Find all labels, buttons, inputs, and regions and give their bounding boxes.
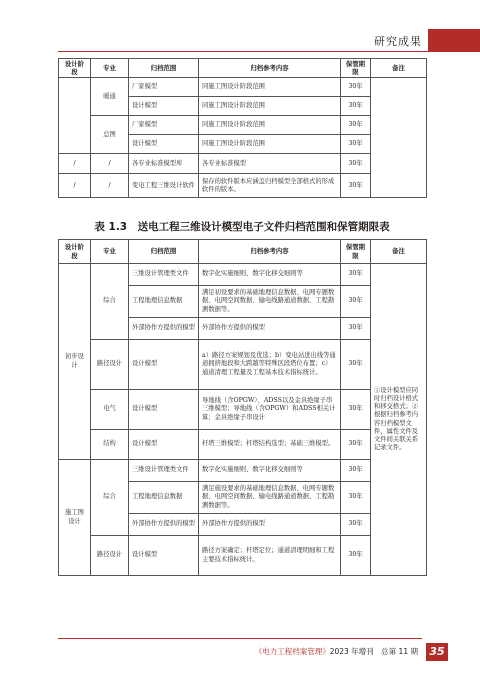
col-header: 保管期限: [341, 240, 371, 264]
scope-cell: 厂家模型: [129, 78, 199, 97]
issue-info: 2023 年增刊 总第 11 期: [329, 647, 418, 656]
header-rule: [58, 51, 480, 52]
period-cell: 30年: [341, 460, 371, 482]
specialty-cell: 总图: [91, 116, 129, 154]
period-cell: 30年: [341, 135, 371, 154]
period-cell: 30年: [341, 318, 371, 340]
period-cell: 30年: [341, 97, 371, 116]
period-cell: 30年: [341, 482, 371, 514]
scope-cell: 工程地理信息数据: [129, 482, 199, 514]
stage-cell: 施工图设计: [59, 460, 91, 576]
content-cell: 同施工图设计阶段范围: [199, 135, 341, 154]
scope-cell: 三维设计管理类文件: [129, 264, 199, 286]
content-cell: 数字化实施细则、数字化移交细则等: [199, 264, 341, 286]
period-cell: 30年: [341, 154, 371, 174]
period-cell: 30年: [341, 174, 371, 198]
scope-cell: 变电工程三维设计软件: [129, 174, 199, 198]
content-cell: 同施工图设计阶段范围: [199, 97, 341, 116]
section-title: 研究成果: [374, 35, 422, 48]
specialty-cell: 暖通: [91, 78, 129, 116]
specialty-cell: /: [91, 174, 129, 198]
content-cell: 外部协作方提供的模型: [199, 514, 341, 536]
specialty-cell: 综合: [91, 264, 129, 340]
header-accent-bar: [428, 29, 480, 51]
col-header: 设计阶段: [59, 240, 91, 264]
stage-cell: 初步设计: [59, 264, 91, 460]
period-cell: 30年: [341, 430, 371, 460]
content-cell: 满足初设要求的基础地理信息数据、电网专题数据、电网空间数据、输电线路通道数据、工程勘测数据等。: [199, 286, 341, 318]
period-cell: 30年: [341, 116, 371, 135]
scope-cell: 设计模型: [129, 390, 199, 430]
period-cell: 30年: [341, 514, 371, 536]
content-cell: a）路径方案规划及优选；b）变电站进出线等通道拥挤地段和大跨越等特殊区段塔位布置；c）通道清理工程量及工程基本技术指标统计。: [199, 340, 341, 390]
content-cell: 各专业标准模型: [199, 154, 341, 174]
scope-cell: 三维设计管理类文件: [129, 460, 199, 482]
col-header: 保管期限: [341, 59, 371, 78]
col-header: 归档参考内容: [199, 59, 341, 78]
scope-cell: 设计模型: [129, 135, 199, 154]
period-cell: 30年: [341, 286, 371, 318]
table-header-row: [59, 240, 427, 264]
specialty-cell: 路径设计: [91, 340, 129, 390]
content-cell: 路径方案确定；杆塔定位；通道清理明细和工程主要技术指标统计。: [199, 536, 341, 576]
specialty-cell: 结构: [91, 430, 129, 460]
scope-cell: 工程地理信息数据: [129, 286, 199, 318]
scope-cell: 设计模型: [129, 97, 199, 116]
footer-rule: [58, 638, 422, 639]
page-number: 35: [426, 643, 448, 661]
content-cell: 同施工图设计阶段范围: [199, 116, 341, 135]
content-cell: 导地线（含OPGW）、ADSS以及金具绝缘子串三维模型；导地线（含OPGW）和ADSS相关计算；金具绝缘子串设计: [199, 390, 341, 430]
table-row: [59, 78, 427, 97]
table-row: [59, 264, 427, 286]
period-cell: 30年: [341, 536, 371, 576]
remark-cell: ①设计模型应同时归档设计格式和移交格式；②根据归档参考内容归档模型文件，属性文件及文件间关联关系记录文件。: [371, 264, 427, 576]
col-header: 设计阶段: [59, 59, 91, 78]
period-cell: 30年: [341, 264, 371, 286]
specialty-cell: 综合: [91, 460, 129, 536]
col-header: 专业: [91, 240, 129, 264]
scope-cell: 设计模型: [129, 340, 199, 390]
col-header: 归档范围: [129, 240, 199, 264]
period-cell: 30年: [341, 78, 371, 97]
stage-cell: /: [59, 174, 91, 198]
specialty-cell: 路径设计: [91, 536, 129, 576]
stage-cell: /: [59, 154, 91, 174]
remark-cell: [371, 78, 427, 198]
scope-cell: 外部协作方提供的模型: [129, 514, 199, 536]
col-header: 归档范围: [129, 59, 199, 78]
period-cell: 30年: [341, 340, 371, 390]
scope-cell: 厂家模型: [129, 116, 199, 135]
table-continued: [58, 58, 427, 198]
specialty-cell: /: [91, 154, 129, 174]
specialty-cell: 电气: [91, 390, 129, 430]
table-caption: 表 1.3 送电工程三维设计模型电子文件归档范围和保管期限表: [94, 221, 390, 233]
archive-table: [58, 239, 427, 576]
scope-cell: 各专业标准模型库: [129, 154, 199, 174]
content-cell: 杆塔三维模型；杆塔结构选型；基础三维模型。: [199, 430, 341, 460]
scope-cell: 设计模型: [129, 536, 199, 576]
table-header-row: [59, 59, 427, 78]
period-cell: 30年: [341, 390, 371, 430]
stage-cell: [59, 78, 91, 154]
col-header: 备注: [371, 59, 427, 78]
journal-name: 《电力工程档案管理》: [254, 647, 330, 656]
content-cell: 同施工图设计阶段范围: [199, 78, 341, 97]
content-cell: 满足施设要求的基础地理信息数据、电网专题数据、电网空间数据、输电线路通道数据、工程勘测数据等。: [199, 482, 341, 514]
scope-cell: 外部协作方提供的模型: [129, 318, 199, 340]
col-header: 归档参考内容: [199, 240, 341, 264]
col-header: 备注: [371, 240, 427, 264]
content-cell: 保存的软件版本应涵盖归档模型全部格式的形成软件的版本。: [199, 174, 341, 198]
scope-cell: 设计模型: [129, 430, 199, 460]
content-cell: 数字化实施细则、数字化移交细则等: [199, 460, 341, 482]
footer-citation: [255, 646, 418, 657]
content-cell: 外部协作方提供的模型: [199, 318, 341, 340]
col-header: 专业: [91, 59, 129, 78]
